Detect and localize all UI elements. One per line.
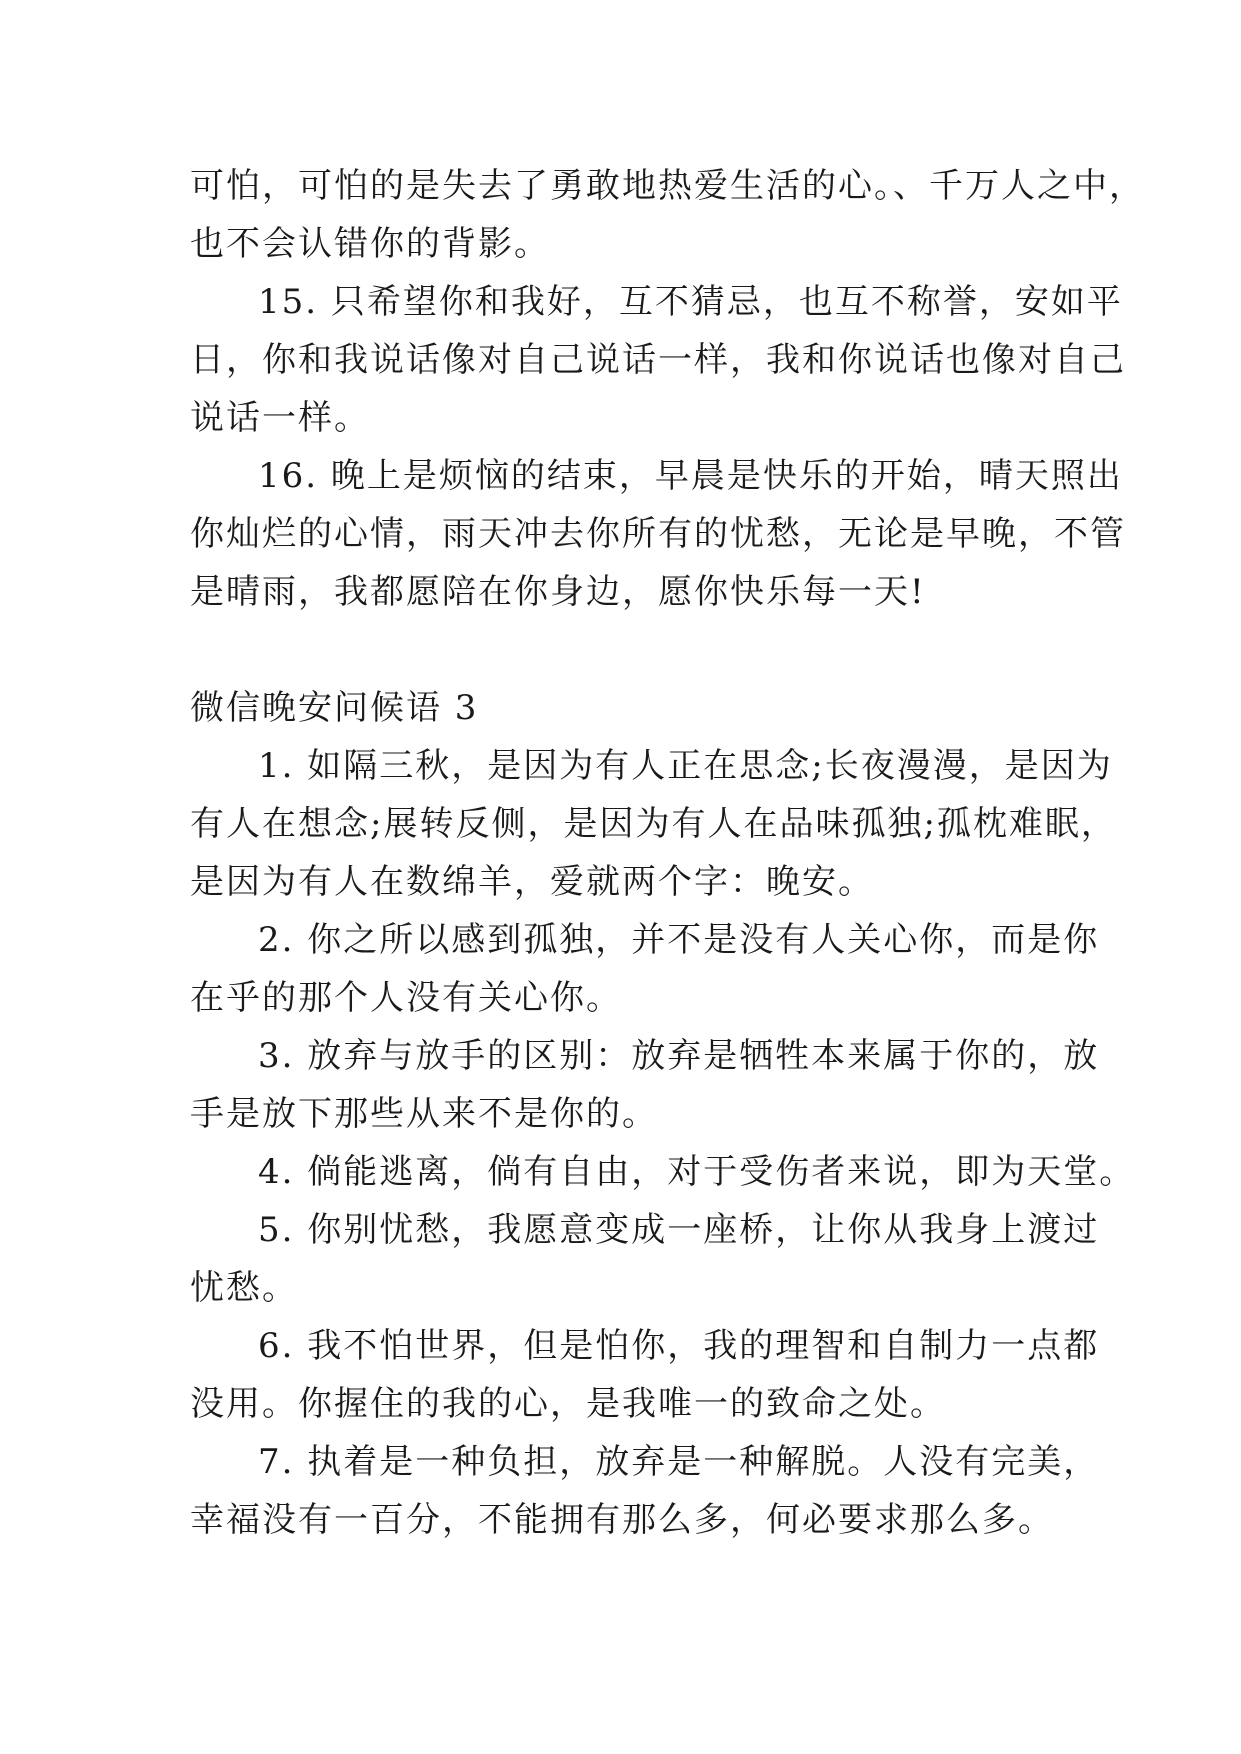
list-item-2: 2. 你之所以感到孤独，并不是没有人关心你，而是你	[258, 920, 1100, 960]
list-item-6: 6. 我不怕世界，但是怕你，我的理智和自制力一点都	[258, 1326, 1100, 1366]
section-heading: 微信晚安问候语 3	[190, 688, 479, 728]
list-item-3: 3. 放弃与放手的区别：放弃是牺牲本来属于你的，放	[258, 1036, 1100, 1076]
paragraph-line: 在乎的那个人没有关心你。	[190, 978, 622, 1018]
list-item-16: 16. 晚上是烦恼的结束，早晨是快乐的开始，晴天照出	[258, 456, 1123, 496]
paragraph-line: 是因为有人在数绵羊，爱就两个字：晚安。	[190, 862, 874, 902]
paragraph-line: 是晴雨，我都愿陪在你身边，愿你快乐每一天!	[190, 572, 926, 612]
paragraph-line: 忧愁。	[190, 1268, 298, 1308]
paragraph-line: 你灿烂的心情，雨天冲去你所有的忧愁，无论是早晚，不管	[190, 514, 1126, 554]
list-item-7: 7. 执着是一种负担，放弃是一种解脱。人没有完美，	[258, 1442, 1100, 1482]
paragraph-line: 幸福没有一百分，不能拥有那么多，何必要求那么多。	[190, 1500, 1054, 1540]
list-item-5: 5. 你别忧愁，我愿意变成一座桥，让你从我身上渡过	[258, 1210, 1100, 1250]
list-item-15: 15. 只希望你和我好，互不猜忌，也互不称誉，安如平	[258, 282, 1123, 322]
paragraph-line: 说话一样。	[190, 398, 370, 438]
paragraph-line: 可怕，可怕的是失去了勇敢地热爱生活的心。、千万人之中，	[190, 166, 1145, 206]
paragraph-line: 也不会认错你的背影。	[190, 224, 550, 264]
paragraph-line: 日，你和我说话像对自己说话一样，我和你说话也像对自己	[190, 340, 1126, 380]
list-item-4: 4. 倘能逃离，倘有自由，对于受伤者来说，即为天堂。	[258, 1152, 1136, 1192]
paragraph-line: 没用。你握住的我的心，是我唯一的致命之处。	[190, 1384, 946, 1424]
list-item-1: 1. 如隔三秋，是因为有人正在思念;长夜漫漫，是因为	[258, 746, 1113, 786]
paragraph-line: 手是放下那些从来不是你的。	[190, 1094, 658, 1134]
paragraph-line: 有人在想念;展转反侧，是因为有人在品味孤独;孤枕难眠，	[190, 804, 1117, 844]
